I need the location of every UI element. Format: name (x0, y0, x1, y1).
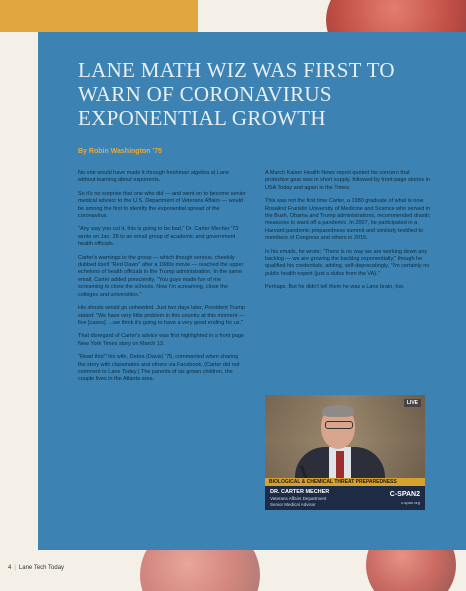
paragraph: Carter's warnings to the group — which though serious, cheekily dubbed itself "Red Dawn" after a 1980s movie — reached the upper echelons of health officials in the Trump administration. In the same email, Carter added presciently, "You guys made fun of me screaming to close the schools. Now I'm screaming, close the colleges and universities." (78, 254, 244, 298)
caption-name: DR. CARTER MECHER (270, 489, 330, 495)
article-left-column (78, 170, 246, 390)
paragraph: Perhaps. But he didn't tell them he was a Lane brain, too. (265, 284, 405, 291)
paragraph: No one would have made it through freshman algebra at Lane without learning about exponents. (78, 170, 230, 184)
live-badge: LIVE (404, 399, 421, 407)
caption-title-line2: Senior Medical Advisor (270, 502, 316, 507)
paragraph: "Read this!" his wife, Debra (Davis) '75, commented when sharing the story with classmates and others via Facebook. (Carter did not comment to Lane Today.) The parents of six grown children, the couple lives in the Atlanta area. (78, 354, 240, 383)
paragraph: So it's no surprise that one who did — and went on to become senior medical advisor to the U.S. Department of Veterans Affairs — would be among the first to identify the exponential spread of the coronavirus. (78, 190, 246, 220)
paragraph: That disregard of Carter's advice was first highlighted in a front page New York Times story on March 13. (78, 333, 245, 347)
network-url: c-span.org (401, 500, 420, 505)
footer-separator: | (14, 565, 16, 571)
paragraph: "Any way you cut it, this is going to be bad," Dr. Carter Mecher '73 wrote on Jan. 28 to an email group of academic and government health officials. (78, 226, 239, 248)
caption-name-bar (265, 486, 425, 510)
caption-topic: BIOLOGICAL & CHEMICAL THREAT PREPAREDNESS (265, 478, 425, 486)
publication-name: Lane Tech Today (18, 565, 65, 571)
article-headline: LANE MATH WIZ WAS FIRST TO WARN OF CORONAVIRUS EXPONENTIAL GROWTH (78, 58, 395, 130)
news-video-still (265, 395, 425, 510)
article-right-column (265, 170, 433, 298)
page-footer (8, 565, 64, 571)
paragraph: His shouts would go unheeded. Just two days later, President Trump stated: "We have very little problem in this country at this moment — five [cases]. ...we think it's going to have a very good ending for us." (78, 305, 245, 326)
speaker-glasses (325, 421, 353, 429)
lower-third-caption (265, 478, 425, 510)
network-logo: C-SPAN2 (389, 491, 420, 498)
paragraph: A March Kaiser Health News report quoted his concern that protective gear was in short supply, followed by front-page stories in USA Today and again in the Times. (265, 170, 430, 191)
paragraph: In his emails, he wrote: "There is no way we are working down any backlog — we are growing the backlog exponentially," though he qualified his credentials, adding, self-deprecatingly, "I'm certainly no public health expert (just a dufus from the VA)." (265, 248, 430, 277)
article-byline: By Robin Washington '75 (78, 148, 162, 155)
page-number: 4 (8, 565, 12, 571)
paragraph: This was not the first time Carter, a 1980 graduate of what is now Rosalind Franklin University of Medicine and Science who served in the Bush, Obama and Trump administrations, recommended drastic measures to ward off a pandemic. In 2007, he participated in a Harvard pandemic preparedness summit and similarly testified to members of Congress and others in 2015. (265, 198, 431, 242)
gold-accent-block (0, 0, 198, 32)
speaker-hair (322, 405, 354, 417)
caption-title-line1: Veterans Affairs Department (270, 496, 327, 501)
